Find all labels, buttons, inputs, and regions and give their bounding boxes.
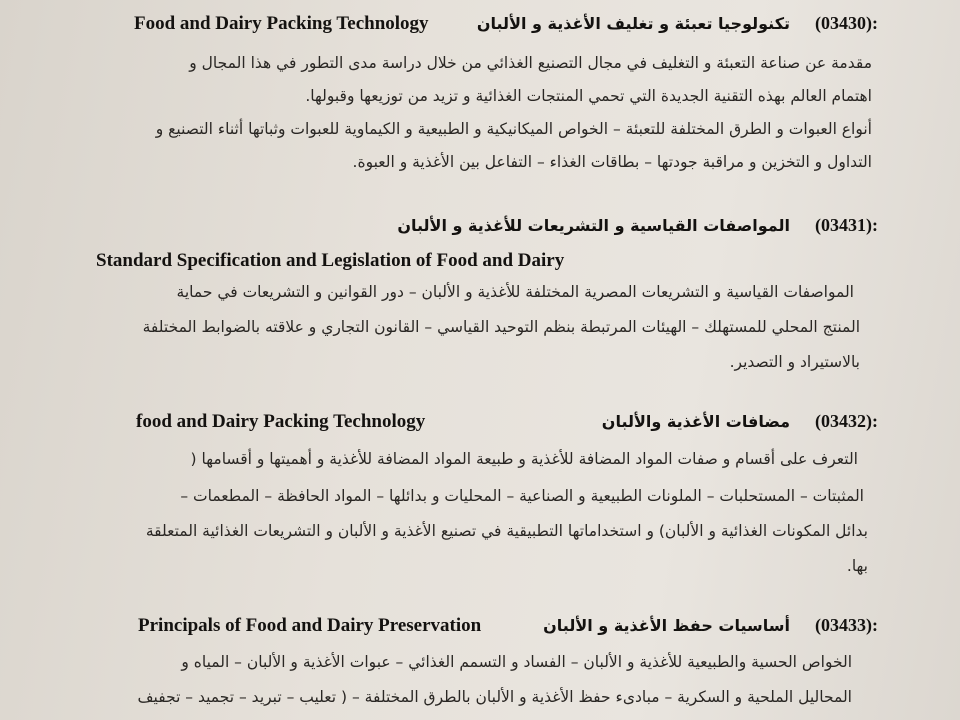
course-title-en: Food and Dairy Packing Technology bbox=[134, 13, 429, 34]
description-line: الخواص الحسية والطبيعية للأغذية و الألبان – الفساد و التسمم الغذائي – عبوات الأغذية و الألبان – المياه و bbox=[181, 653, 852, 671]
description-line: بالاستيراد و التصدير. bbox=[729, 353, 860, 371]
description-line: اهتمام العالم بهذه التقنية الجديدة التي تحمي المنتجات الغذائية و تزيد من توزيعها وقبولها. bbox=[305, 87, 872, 105]
description-line: التعرف على أقسام و صفات المواد المضافة للأغذية و طبيعة المواد المضافة للأغذية و أهميتها و أقسامها ( bbox=[190, 450, 858, 468]
description-line: المواصفات القياسية و التشريعات المصرية المختلفة للأغذية و الألبان – دور القوانين و التشريعات في حماية bbox=[176, 283, 854, 301]
description-line: بدائل المكونات الغذائية و الألبان) و استخداماتها التطبيقية في تصنيع الأغذية و الألبان و التشريعات الغذائية المتعلقة bbox=[145, 522, 868, 540]
course-title-en: food and Dairy Packing Technology bbox=[136, 411, 426, 432]
description-line: المحاليل الملحية و السكرية – مبادىء حفظ الأغذية و الألبان بالطرق المختلفة – ( تعليب – تبريد – تجميد – تجفيف bbox=[137, 688, 852, 706]
course-title-ar: مضافات الأغذية والألبان bbox=[601, 412, 790, 431]
description-line: التداول و التخزين و مراقبة جودتها – بطاقات الغذاء – التفاعل بين الأغذية و العبوة. bbox=[352, 153, 872, 171]
course-code: (03431): bbox=[815, 215, 878, 235]
description-line: المثبتات – المستحلبات – الملونات الطبيعية و الصناعية – المحليات و بدائلها – المواد الحافظة – المطعمات – bbox=[180, 487, 864, 505]
description-line: المنتج المحلي للمستهلك – الهيئات المرتبطة بنظم التوحيد القياسي – القانون التجاري و علاقته بالضوابط المختلفة bbox=[142, 318, 860, 336]
course-title-ar: تكنولوجيا تعبئة و تغليف الأغذية و الألبان bbox=[476, 14, 790, 33]
description-line: أنواع العبوات و الطرق المختلفة للتعبئة – الخواص الميكانيكية و الطبيعية و الكيماوية للعبوات وثباتها أثناء التصنيع و bbox=[155, 120, 872, 138]
course-title-en: Standard Specification and Legislation of Food and Dairy bbox=[96, 250, 565, 271]
course-code: (03430): bbox=[815, 13, 878, 33]
course-code: (03432): bbox=[815, 411, 878, 431]
description-line: مقدمة عن صناعة التعبئة و التغليف في مجال التصنيع الغذائي من خلال دراسة مدى التطور في هذا المجال و bbox=[189, 54, 872, 72]
course-title-en: Principals of Food and Dairy Preservation bbox=[138, 615, 482, 636]
course-code: (03433): bbox=[815, 615, 878, 635]
course-title-ar: أساسيات حفظ الأغذية و الألبان bbox=[543, 616, 790, 635]
course-title-ar: المواصفات القياسية و التشريعات للأغذية و الألبان bbox=[397, 216, 790, 235]
description-line: بها. bbox=[846, 557, 868, 575]
